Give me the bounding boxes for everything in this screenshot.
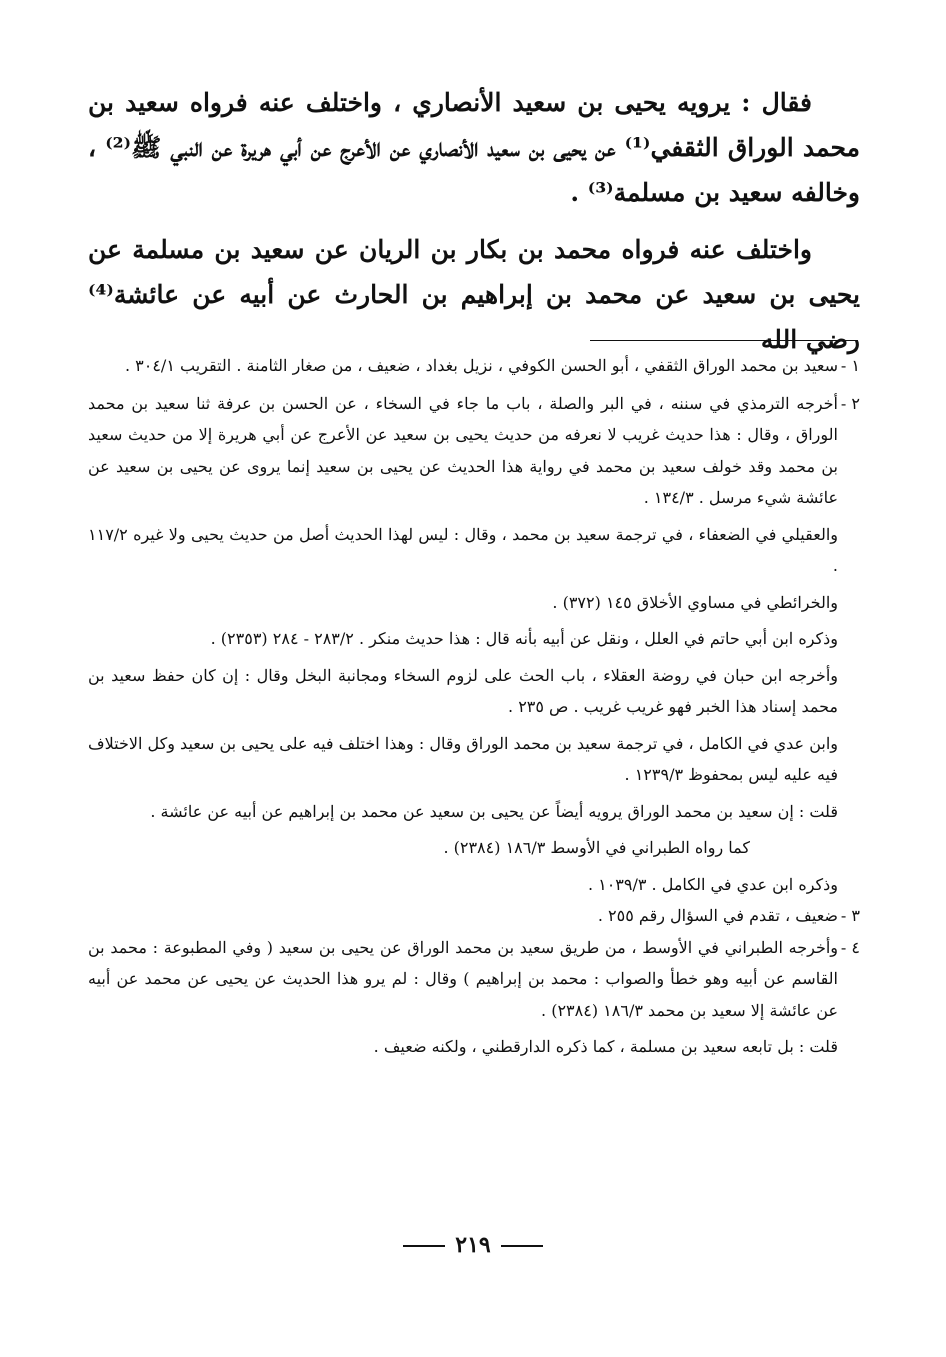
footnote-4	[88, 932, 860, 1063]
footnote-text: قلت : إن سعيد بن محمد الوراق يرويه أيضاً عن يحيى بن سعيد عن محمد بن إبراهيم عن أبيه عن عائشة .	[150, 801, 838, 821]
footnote-text: كما رواه الطبراني في الأوسط ١٨٦/٣ (٢٣٨٤) .	[443, 838, 750, 857]
footnote-3	[88, 900, 860, 932]
footnote-text: وذكره ابن عدي في الكامل . ١٠٣٩/٣ .	[587, 874, 838, 894]
main-text	[88, 80, 860, 362]
footnote-text: أخرجه الترمذي في سننه ، في البر والصلة ، باب ما جاء في السخاء ، عن الحسن بن عرفة ثنا سعيد بن محمد الوراق ، وقال : هذا حديث غريب لا نعرفه من حديث يحيى بن سعيد عن الأعرج عن أبي هريرة إلا من حديث سعيد بن محمد وقد خولف سعيد بن محمد في رواية هذا الحديث عن يحيى بن سعيد إنما يروى عن يحيى بن سعيد عن عائشة شيء مرسل . ١٣٤/٣ .	[88, 393, 838, 507]
footnote-text: والخرائطي في مساوي الأخلاق ١٤٥ (٣٧٢) .	[552, 592, 838, 612]
page-number-text: ٢١٩	[455, 1232, 491, 1258]
footnote-text: والعقيلي في الضعفاء ، في ترجمة سعيد بن محمد ، وقال : ليس لهذا الحديث أصل من حديث يحيى ولا غيره ١١٧/٢ .	[88, 524, 838, 575]
footnote-text: وأخرجه الطبراني في الأوسط ، من طريق سعيد بن محمد الوراق عن يحيى بن سعيد ( وفي المطبوعة : محمد بن القاسم عن أبيه وهو خطأ والصواب : محمد بن إبراهيم ) وقال : لم يرو هذا الحديث عن يحيى عن محمد عن أبيه عن عائشة إلا سعيد بن محمد ١٨٦/٣ (٢٣٨٤) .	[88, 937, 838, 1020]
main-paragraph-1: فقال : يرويه يحيى بن سعيد الأنصاري ، واختلف عنه فرواه سعيد بن محمد الوراق الثقفي⁽¹⁾ عن يحيى بن سعيد الأنصاري عن الأعرج عن أبي هريرة عن النبي ﷺ⁽²⁾ ، وخالفه سعيد بن مسلمة⁽³⁾ .	[88, 88, 860, 207]
dash-right	[501, 1245, 543, 1247]
footnote-text: وذكره ابن أبي حاتم في العلل ، ونقل عن أبيه بأنه قال : هذا حديث منكر . ٢٨٣/٢ - ٢٨٤ (٢٣٥٣) .	[210, 629, 838, 648]
footnote-text: وأخرجه ابن حبان في روضة العقلاء ، باب الحث على لزوم السخاء ومجانبة البخل وقال : إن كان حفظ سعيد بن محمد إسناد هذا الخبر فهو غريب غريب . ص ٢٣٥ .	[88, 665, 838, 716]
footnote-number: ٤ -	[840, 937, 860, 957]
footnote-number: ٢ -	[840, 393, 860, 413]
main-paragraph-2: واختلف عنه فرواه محمد بن بكار بن الريان عن سعيد بن مسلمة عن يحيى بن سعيد عن محمد بن إبراهيم بن الحارث عن أبيه عن عائشة⁽⁴⁾ رضي الله	[88, 235, 860, 354]
footnote-separator	[590, 340, 858, 341]
footnotes	[88, 350, 860, 1063]
page-number	[0, 1232, 946, 1258]
footnote-number: ٣ -	[840, 906, 860, 925]
footnote-text: وابن عدي في الكامل ، في ترجمة سعيد بن محمد الوراق وقال : وهذا اختلف فيه على يحيى بن سعيد وكل الاختلاف فيه عليه ليس بمحفوظ ١٢٣٩/٣ .	[88, 733, 838, 784]
footnote-text: ضعيف ، تقدم في السؤال رقم ٢٥٥ .	[597, 906, 838, 925]
footnote-text: قلت : بل تابعه سعيد بن مسلمة ، كما ذكره الدارقطني ، ولكنه ضعيف .	[373, 1037, 838, 1056]
footnote-2	[88, 388, 860, 901]
footnote-number: ١ -	[840, 356, 860, 375]
footnote-1	[88, 350, 860, 382]
footnote-text: سعيد بن محمد الوراق الثقفي ، أبو الحسن الكوفي ، نزيل بغداد ، ضعيف ، من صغار الثامنة . التقريب ٣٠٤/١ .	[124, 356, 838, 375]
dash-left	[403, 1245, 445, 1247]
